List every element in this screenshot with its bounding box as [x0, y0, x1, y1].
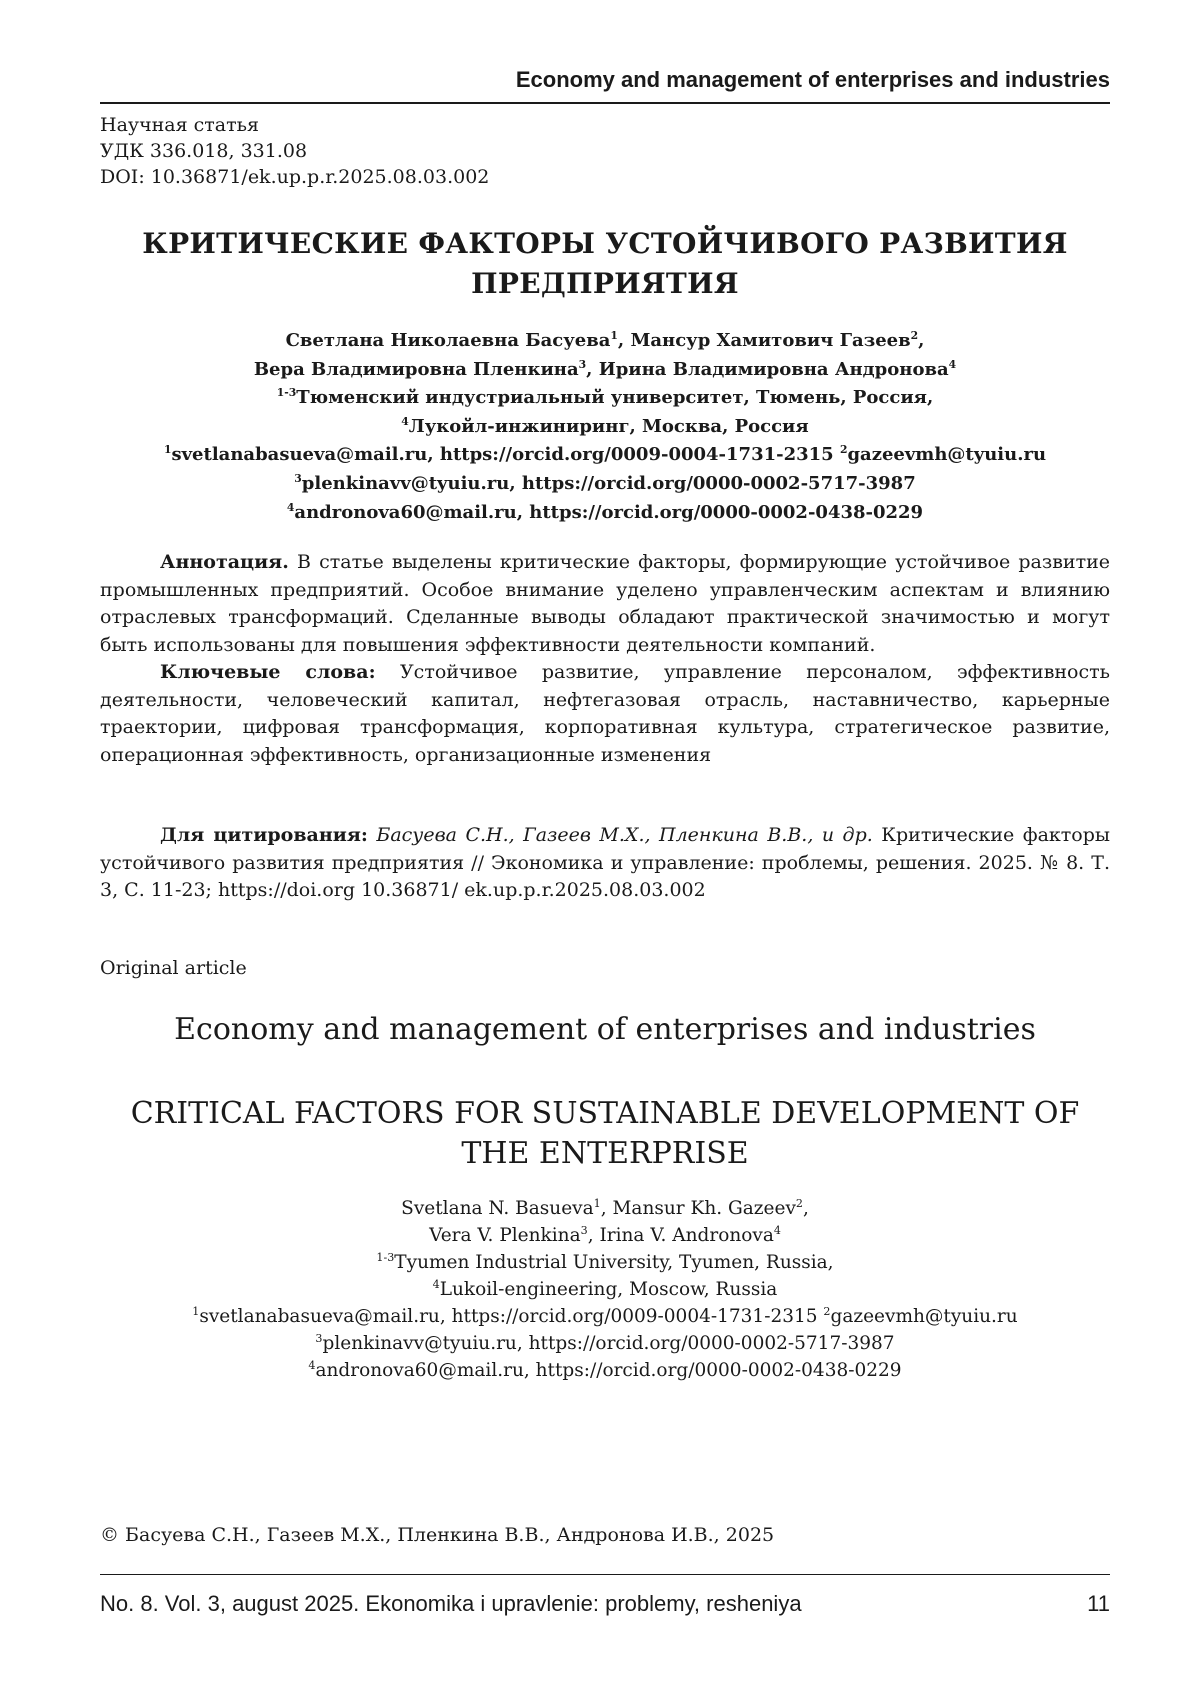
author-en-2-end: , — [802, 1198, 809, 1219]
contact-en-4-sup: 4 — [308, 1358, 316, 1372]
citation-section — [100, 822, 1110, 905]
citation-authors: Басуева С.Н., Газеев М.Х., Пленкина В.В., и др. — [367, 824, 873, 846]
author-1: Светлана Николаевна Басуева — [285, 330, 611, 351]
affiliation-1-text: Тюменский индустриальный университет, Тюмень, Россия, — [296, 387, 934, 409]
title-en-line1: CRITICAL FACTORS FOR SUSTAINABLE DEVELOPMENT OF — [130, 1096, 1080, 1131]
contact-3: plenkinavv@tyuiu.ru, https://orcid.org/0000-0002-5717-3987 — [301, 472, 916, 494]
contact-en-2: gazeevmh@tyuiu.ru — [830, 1306, 1018, 1327]
author-2: , Мансур Хамитович Газеев — [617, 330, 911, 351]
author-en-1-sup: 1 — [593, 1196, 601, 1210]
running-head: Economy and management of enterprises and industries — [515, 67, 1110, 92]
affiliation-en-2 — [100, 1276, 1110, 1303]
contact-en-line-1 — [100, 1303, 1110, 1330]
title-russian — [100, 224, 1110, 304]
contact-en-1: svetlanabasueva@mail.ru, https://orcid.org/0009-0004-1731-2315 — [199, 1306, 824, 1327]
contact-en-2-sup: 2 — [823, 1304, 831, 1318]
contact-line-1 — [100, 441, 1110, 470]
article-type: Научная статья — [100, 114, 259, 136]
author-en-2-sup: 2 — [795, 1196, 803, 1210]
affiliation-2-sup: 4 — [401, 414, 409, 428]
citation-text: Критические факторы устойчивого развития предприятия // Экономика и управление: проблемы, решения. 2025. № 8. Т. 3, С. 11-23; https://doi.org 10.36871/ ek.up.p.r.2025.08.03.002 — [100, 824, 1111, 901]
header-rule — [100, 102, 1110, 104]
affiliation-1 — [100, 384, 1110, 413]
author-2-end: , — [918, 330, 925, 351]
abstract-label: Аннотация. — [160, 551, 289, 573]
abstract-text: В статье выделены критические факторы, формирующие устойчивое развитие промышленных предприятий. Особое внимание уделено управленческим аспектам и влиянию отраслевых трансформаций. Сделанные выводы обладают практической значимостью и могут быть использованы для повышения эффективности деятельности компаний. — [100, 551, 1110, 656]
doi: DOI: 10.36871/ek.up.p.r.2025.08.03.002 — [100, 166, 490, 188]
authors-en-line2 — [100, 1222, 1110, 1249]
contact-en-1-sup: 1 — [192, 1304, 200, 1318]
contact-4: andronova60@mail.ru, https://orcid.org/0000-0002-0438-0229 — [294, 501, 924, 523]
journal-page — [100, 0, 1110, 1698]
footer-rule — [100, 1574, 1110, 1575]
author-3: Вера Владимировна Пленкина — [253, 358, 579, 380]
author-3-sup: 3 — [578, 357, 587, 371]
author-en-3: Vera V. Plenkina — [429, 1225, 581, 1246]
title-ru-line1: КРИТИЧЕСКИЕ ФАКТОРЫ УСТОЙЧИВОГО РАЗВИТИЯ — [142, 227, 1068, 260]
author-1-sup: 1 — [610, 329, 618, 342]
affiliation-en-1-sup: 1-3 — [376, 1250, 395, 1264]
author-en-1: Svetlana N. Basueva — [401, 1198, 594, 1219]
footer-journal: No. 8. Vol. 3, august 2025. Ekonomika i upravlenie: problemy, resheniya — [100, 1591, 802, 1616]
article-meta — [100, 112, 489, 190]
contact-en-line-4 — [100, 1357, 1110, 1384]
citation-label: Для цитирования: — [160, 824, 368, 846]
title-ru-line2: ПРЕДПРИЯТИЯ — [471, 267, 739, 300]
affiliation-en-1 — [100, 1249, 1110, 1276]
contact-en-3: plenkinavv@tyuiu.ru, https://orcid.org/0000-0002-5717-3987 — [322, 1333, 895, 1354]
contact-1-sup: 1 — [163, 443, 172, 457]
keywords-label: Ключевые слова: — [160, 661, 376, 683]
authors-english — [100, 1195, 1110, 1384]
title-english — [100, 1094, 1110, 1174]
contact-2-sup: 2 — [839, 443, 848, 457]
abstract-section — [100, 549, 1110, 769]
affiliation-en-1-text: Tyumen Industrial University, Tyumen, Russia, — [394, 1252, 834, 1273]
author-en-4-sup: 4 — [773, 1223, 781, 1237]
contact-line-3 — [100, 470, 1110, 499]
author-en-2: , Mansur Kh. Gazeev — [600, 1198, 796, 1219]
authors-en-line1 — [100, 1195, 1110, 1222]
contact-en-3-sup: 3 — [315, 1331, 323, 1345]
contact-en-line-3 — [100, 1330, 1110, 1357]
affiliation-en-2-text: Lukoil-engineering, Moscow, Russia — [439, 1279, 778, 1300]
contact-1: svetlanabasueva@mail.ru, https://orcid.org/0009-0004-1731-2315 — [171, 444, 840, 466]
authors-ru-line1 — [100, 327, 1110, 356]
authors-russian — [100, 327, 1110, 527]
keywords-text: Устойчивое развитие, управление персоналом, эффективность деятельности, человеческий капитал, нефтегазовая отрасль, наставничество, карьерные траектории, цифровая трансформация, корпоративная культура, стратегическое развитие, операционная эффективность, организационные изменения — [100, 661, 1110, 766]
author-en-3-sup: 3 — [580, 1223, 588, 1237]
rubric-english: Economy and management of enterprises and industries — [174, 1012, 1036, 1047]
affiliation-2-text: Лукойл-инжиниринг, Москва, Россия — [408, 415, 809, 437]
copyright: © Басуева С.Н., Газеев М.Х., Пленкина В.В., Андронова И.В., 2025 — [100, 1524, 775, 1546]
page-number: 11 — [1087, 1591, 1110, 1616]
contact-4-sup: 4 — [286, 500, 295, 514]
contact-3-sup: 3 — [294, 471, 302, 485]
abstract-paragraph — [100, 549, 1110, 659]
contact-2: gazeevmh@tyuiu.ru — [847, 444, 1047, 466]
affiliation-en-2-sup: 4 — [432, 1277, 440, 1291]
author-4-sup: 4 — [948, 357, 957, 371]
author-2-sup: 2 — [910, 329, 919, 342]
contact-en-4: andronova60@mail.ru, https://orcid.org/0000-0002-0438-0229 — [315, 1360, 902, 1381]
citation-paragraph — [100, 822, 1110, 905]
affiliation-1-sup: 1-3 — [276, 386, 297, 400]
affiliation-2 — [100, 413, 1110, 442]
author-en-4: , Irina V. Andronova — [587, 1225, 774, 1246]
udk: УДК 336.018, 331.08 — [100, 140, 308, 162]
contact-line-4 — [100, 499, 1110, 528]
original-article-label: Original article — [100, 957, 247, 979]
authors-ru-line2 — [100, 356, 1110, 385]
title-en-line2: THE ENTERPRISE — [461, 1136, 749, 1171]
keywords-paragraph — [100, 659, 1110, 769]
author-4: , Ирина Владимировна Андронова — [586, 358, 949, 380]
